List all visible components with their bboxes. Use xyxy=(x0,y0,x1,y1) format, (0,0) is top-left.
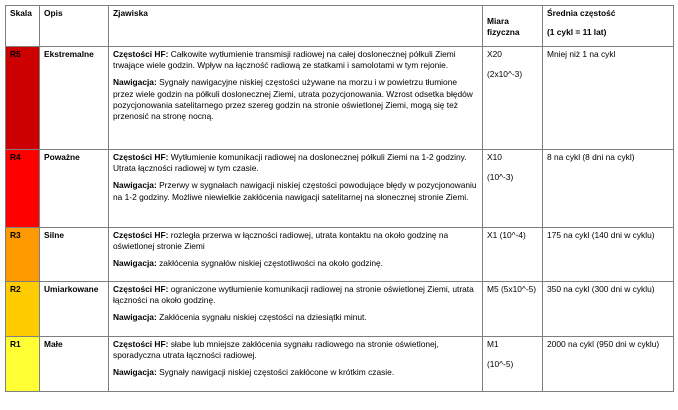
measure-line2: (2x10^-3) xyxy=(487,69,523,80)
nav-text: zakłócenia sygnałów niskiej częstotliwości na około godzinę. xyxy=(156,258,384,269)
hf-text: rozległa przerwa w łączności radiowej, utrata kontaktu na około godzinę na oświetlonej stronie Ziemi xyxy=(113,230,449,252)
header-description: Opis xyxy=(40,6,109,47)
scale-level-r4: R4 xyxy=(6,150,40,228)
hf-label: Częstości HF: xyxy=(113,152,169,162)
header-measure-line2: fizyczna xyxy=(487,27,520,37)
table-header-row xyxy=(6,6,674,47)
hf-text: słabe lub mniejsze zakłócenia sygnału radiowego na stronie oświetlonej, sporadyczna utrata łączności radiowej. xyxy=(113,339,439,361)
nav-paragraph-r4 xyxy=(113,180,478,202)
phenomena-r2 xyxy=(109,282,483,337)
nav-paragraph-r3 xyxy=(113,258,478,269)
measure-r2: M5 (5x10^-5) xyxy=(483,282,543,337)
hf-text: ograniczone wytłumienie komunikacji radiowej na stronie oświetlonej Ziemi, utrata łączności na około godzinę. xyxy=(113,284,474,306)
hf-paragraph-r5 xyxy=(113,49,478,71)
phenomena-r5 xyxy=(109,47,483,150)
phenomena-r4 xyxy=(109,150,483,228)
hf-paragraph-r2 xyxy=(113,284,478,306)
measure-line2: (10^-3) xyxy=(487,172,514,183)
frequency-r2: 350 na cykl (300 dni w cyklu) xyxy=(543,282,674,337)
scale-description-r4: Poważne xyxy=(40,150,109,228)
scale-level-r1: R1 xyxy=(6,337,40,392)
nav-paragraph-r1 xyxy=(113,367,478,378)
nav-text: Sygnały nawigacji niskiej częstości zakłócone w krótkim czasie. xyxy=(156,367,395,378)
measure-line2: (10^-5) xyxy=(487,359,514,370)
scale-description-r2: Umiarkowane xyxy=(40,282,109,337)
frequency-r5: Mniej niż 1 na cykl xyxy=(543,47,674,150)
hf-paragraph-r4 xyxy=(113,152,478,174)
scale-description-r1: Małe xyxy=(40,337,109,392)
header-measure xyxy=(483,6,543,47)
hf-paragraph-r1 xyxy=(113,339,478,361)
table-row-r5 xyxy=(6,47,674,150)
frequency-r4: 8 na cykl (8 dni na cykl) xyxy=(543,150,674,228)
measure-line1: X20 xyxy=(487,49,502,59)
hf-label: Częstości HF: xyxy=(113,339,169,349)
header-scale: Skala xyxy=(6,6,40,47)
nav-label: Nawigacja: xyxy=(113,312,157,323)
phenomena-r3 xyxy=(109,228,483,282)
nav-text: Przerwy w sygnałach nawigacji niskiej częstości powodujące błędy w pozycjonowaniu na 1-2 godziny. Możliwe niewielkie zakłócenia nawigacji satelitarnej na słonecznej stronie Ziemi. xyxy=(113,180,477,202)
scale-description-r5: Ekstremalne xyxy=(40,47,109,150)
hf-label: Częstości HF: xyxy=(113,230,169,240)
nav-label: Nawigacja: xyxy=(113,77,157,88)
nav-text: Sygnały nawigacyjne niskiej częstości używane na morzu i w powietrzu tłumione przez wiele godzin na półkuli doslonecznej Ziemi, utrata pozycjonowania. Wzrost odsetka błędów pozycjonowania satelitarnego przez szereg godzin na stronie oświetlonej Ziemi, mogą się też przenosić na stronę nocną. xyxy=(113,77,473,122)
hf-text: Całkowite wytłumienie transmisji radiowej na całej doslonecznej półkuli Ziemi trwające wiele godzin. Wpływ na łączność radiową ze statkami i samolotami w tym rejonie. xyxy=(113,49,456,71)
hf-label: Częstości HF: xyxy=(113,284,169,294)
measure-r5 xyxy=(483,47,543,150)
nav-label: Nawigacja: xyxy=(113,258,157,269)
scale-description-r3: Silne xyxy=(40,228,109,282)
header-measure-line1: Miara xyxy=(487,16,509,26)
frequency-r1: 2000 na cykl (950 dni w cyklu) xyxy=(543,337,674,392)
header-phenomena: Zjawiska xyxy=(109,6,483,47)
scale-level-r2: R2 xyxy=(6,282,40,337)
header-frequency-line2: (1 cykl = 11 lat) xyxy=(547,27,607,37)
scale-level-r5: R5 xyxy=(6,47,40,150)
hf-label: Częstości HF: xyxy=(113,49,169,59)
nav-paragraph-r5 xyxy=(113,77,478,122)
measure-r4 xyxy=(483,150,543,228)
measure-r1 xyxy=(483,337,543,392)
frequency-r3: 175 na cykl (140 dni w cyklu) xyxy=(543,228,674,282)
nav-paragraph-r2 xyxy=(113,312,478,323)
measure-line1: X10 xyxy=(487,152,502,162)
header-frequency-line1: Średnia częstość xyxy=(547,8,616,18)
nav-text: Zakłócenia sygnału niskiej częstości na dziesiątki minut. xyxy=(156,312,367,323)
phenomena-r1 xyxy=(109,337,483,392)
table-row-r2 xyxy=(6,282,674,337)
hf-text: Wytłumienie komunikacji radiowej na doslonecznej półkuli Ziemi na 1-2 godziny. Utrata łączności radiowej w tym czasie. xyxy=(113,152,467,174)
radio-blackout-scale-table xyxy=(5,5,674,392)
header-frequency xyxy=(543,6,674,47)
table-row-r4 xyxy=(6,150,674,228)
hf-paragraph-r3 xyxy=(113,230,478,252)
scale-level-r3: R3 xyxy=(6,228,40,282)
table-row-r3 xyxy=(6,228,674,282)
table-row-r1 xyxy=(6,337,674,392)
nav-label: Nawigacja: xyxy=(113,367,157,378)
measure-r3: X1 (10^-4) xyxy=(483,228,543,282)
nav-label: Nawigacja: xyxy=(113,180,157,191)
measure-line1: M1 xyxy=(487,339,499,349)
